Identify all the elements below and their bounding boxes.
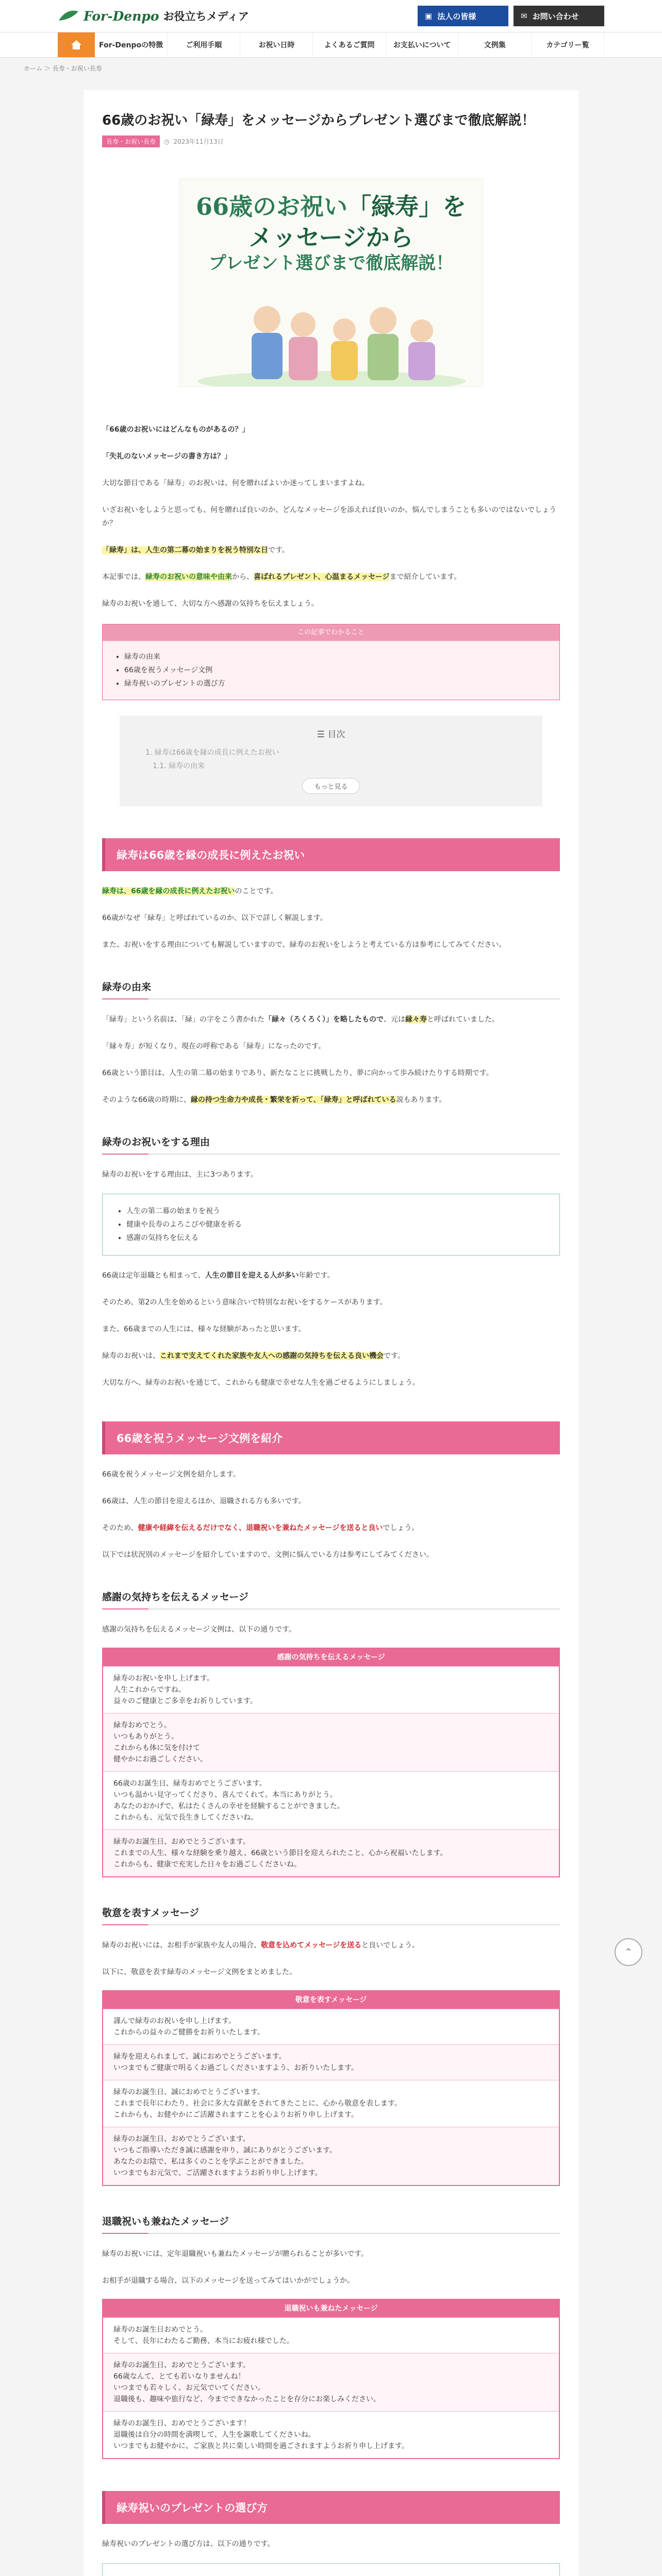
s1a-p1-d: 縁々寿 [405,1015,427,1024]
summary-item: • 66歳を祝うメッセージ文例 [124,664,539,677]
message-row: 66歳のお誕生日、緑寿おめでとうございます。 いつも温かい見守ってくださり、喜んでくれて。本当にありがとう。 あなたのおかげで、私はたくさんの幸せを経験することができました。 これからも、元気で長生きしてくださいね。 [103,1771,559,1829]
s1-p1 [102,885,560,898]
list-icon: ☰ [317,730,328,740]
message-box-title: 敬意を表すメッセージ [103,1991,559,2009]
reason-list [102,1194,560,1256]
s1a-p1-e: と呼ばれていました。 [427,1015,499,1024]
intro-p4 [102,570,560,584]
s1a-p4-a: そのような66歳の時期に、 [102,1096,191,1104]
site-header [0,0,662,32]
s3-p1: 緑寿祝いのプレゼントの選び方は、以下の通りです。 [102,2540,275,2548]
intro-p3-highlight: 「緑寿」は、人生の第二幕の始まりを祝う特別な日 [102,546,268,554]
toc-title-label: 目次 [327,730,345,740]
hero-line1a: 66歳のお祝い [195,193,347,221]
message-box-title: 感謝の気持ちを伝えるメッセージ [103,1649,559,1666]
section-heading: 66歳を祝うメッセージ文例を紹介 [102,1421,560,1454]
s1b-p6: 大切な方へ、緑寿のお祝いを通じて、これからも健康で幸せな人生を過ごせるようにしましょう。 [102,1379,420,1387]
s2-p3-c: でしょう。 [383,1524,419,1532]
s1a-p3: 66歳という節目は、人生の第二幕の始まりであり、新たなことに挑戦したり、夢に向かって歩み続けたりする時期です。 [102,1069,493,1077]
s1a-p4 [102,1093,560,1107]
s2c-p1: 緑寿のお祝いには、定年退職祝いも兼ねたメッセージが贈られることが多いです。 [102,2250,369,2258]
intro-question-1: 「66歳のお祝いにはどんなものがあるの？」 [102,426,250,434]
toc-item[interactable]: 1. 緑寿は66歳を縁の成長に例えたお祝い [145,749,279,757]
gift-list [102,2563,560,2576]
corporate-button[interactable] [418,6,508,26]
s2b-p1-b: 敬意を込めてメッセージを送る [261,1941,362,1950]
s2-p3-a: そのため、 [102,1524,138,1532]
s2-p4: 以下では状況別のメッセージを紹介していますので、文例に悩んでいる方は参考にしてみてください。 [102,1551,434,1559]
s2c-p2: お相手が退職する場合、以下のメッセージを送ってみてはいかがでしょうか。 [102,2277,355,2285]
s1b-p3: そのため、第2の人生を始めるという意味合いで特別なお祝いをするケースがあります。 [102,1298,387,1307]
s1b-p2 [102,1269,560,1282]
intro-p4-d: 喜ばれるプレゼント、心温まるメッセージ [254,573,390,581]
list-item: • 感謝の気持ちを伝える [126,1231,539,1245]
table-of-contents [120,716,542,806]
hero-image [179,178,483,387]
nav-item-payment[interactable]: お支払いについて [386,32,459,57]
message-row: 緑寿のお誕生日おめでとう。 そして、長年にわたるご勤務、本当にお疲れ様でした。 [103,2317,559,2353]
intro-p2: いざお祝いをしようと思っても、何を贈れば良いのか、どんなメッセージを添えれば良いのか、悩んでしまうことも多いのではないでしょうか？ [102,506,557,528]
s1b-p5-b: これまで支えてくれた家族や友人への感謝の気持ちを伝える良い機会 [160,1352,384,1360]
summary-box [102,624,560,700]
toc-title [140,727,522,740]
s1-p3: また、お祝いをする理由についても解説していますので、緑寿のお祝いをしようと考えている方は参考にしてみてください。 [102,941,506,949]
message-row: 緑寿おめでとう。 いつもありがとう。 これからも体に気を付けて 健やかにお過ごしください。 [103,1713,559,1771]
message-row: 緑寿のお誕生日、おめでとうございます！ 退職後は自分の時間を満喫して、人生を謳歌してくださいね。 いつまでもお健やかに、ご家族と共に楽しい時間を過ごされますようお祈り申し上げます。 [103,2411,559,2458]
subsection-heading: 敬意を表すメッセージ [102,1905,560,1925]
subsection-heading: 感謝の気持ちを伝えるメッセージ [102,1589,560,1609]
s1b-p5-a: 緑寿のお祝いは、 [102,1352,160,1360]
s1b-p5-c: です。 [384,1352,405,1360]
message-box-title: 退職祝いも兼ねたメッセージ [103,2300,559,2317]
s2-p2: 66歳は、人生の節目を迎えるほか、退職される方も多いです。 [102,1497,306,1505]
breadcrumb[interactable]: ホーム ＞ 長寿・お祝い長寿 [24,64,102,72]
s1a-p2: 「縁々寿」が短くなり、現在の呼称である「緑寿」になったのです。 [102,1042,325,1050]
intro-p3-tail: です。 [268,546,289,554]
s1a-p1 [102,1013,560,1026]
s1a-p1-b: 「緑々（ろくろく）」を略したもので [264,1015,384,1024]
message-row: 緑寿のお誕生日、おめでとうございます。 これまでの人生、様々な経験を乗り越え、66歳という節目を迎えられたこと、心から祝福いたします。 これからも、健康で充実した日々をお過ごしくださいね。 [103,1829,559,1876]
s1-p1-tail: のことです。 [235,887,278,895]
s2-p3-b: 健康や経緯を伝えるだけでなく、退職祝いを兼ねたメッセージを送ると良い [138,1524,383,1532]
nav-item-examples[interactable]: 文例集 [459,32,532,57]
toc-item[interactable]: 1.1. 緑寿の由来 [153,762,205,770]
corporate-button-label: 法人の皆様 [437,11,476,21]
s2b-p1-a: 緑寿のお祝いには、お相手が家族や友人の場合、 [102,1941,261,1950]
hero-line3: プレゼント選びまで徹底解説！ [208,253,454,274]
message-box [102,2299,560,2459]
hero-line2: メッセージから [249,224,413,251]
building-icon: ▣ [425,11,433,21]
list-item: • 健康や長寿のよろこびや健康を祈る [126,1218,539,1231]
s2b-p2: 以下に、敬意を表す緑寿のメッセージ文例をまとめました。 [102,1968,297,1976]
site-logo[interactable] [58,8,249,24]
message-box [102,1648,560,1877]
hero-line1 [179,188,483,222]
nav-item-faq[interactable]: よくあるご質問 [313,32,386,57]
s1b-p2-a: 66歳は定年退職とも相まって、 [102,1272,205,1280]
hero-line1b: 「緑寿」を [347,193,466,221]
message-row: 緑寿を迎えられまして、誠におめでとうございます。 いつまでもご健康で明るくお過ごしくださいますよう、お祈りいたします。 [103,2044,559,2080]
subsection-heading: 緑寿のお祝いをする理由 [102,1134,560,1155]
leaf-logo-icon [58,9,79,23]
s2-p1: 66歳を祝うメッセージ文例を紹介します。 [102,1470,240,1479]
s1b-p2-b: 人生の節目を迎える人が多い [205,1272,299,1280]
toc-more-button[interactable]: もっと見る [302,778,359,794]
intro-p4-e: まで紹介しています。 [389,573,461,581]
intro-p4-c: から、 [232,573,254,581]
page-title: 66歳のお祝い「緑寿」をメッセージからプレゼント選びまで徹底解説！ [102,113,535,128]
home-icon [71,40,82,50]
message-row: 緑寿のお祝いを申し上げます。 人生これからですね。 益々のご健康とご多幸をお祈りしています。 [103,1666,559,1713]
summary-item: • 緑寿祝いのプレゼントの選び方 [124,677,539,690]
family-illustration-icon [179,283,483,386]
contact-button-label: お問い合わせ [532,11,579,21]
global-nav [0,32,662,58]
category-tag[interactable]: 長寿・お祝い長寿 [102,135,160,147]
message-box [102,1990,560,2186]
intro-p4-b: 緑寿のお祝いの意味や由来 [145,573,232,581]
s1a-p4-c: 説もあります。 [396,1096,446,1104]
message-row: 緑寿のお誕生日、おめでとうございます。 66歳なんて、とても若いなりませんね！ いつまでも若々しく、お元気でいてください。 退職後も、趣味や旅行など、今までできなかったことを存分にお楽しみください。 [103,2353,559,2411]
intro-question-2: 「失礼のないメッセージの書き方は？」 [102,452,232,461]
s2a-p1: 感謝の気持ちを伝えるメッセージ文例は、以下の通りです。 [102,1625,296,1634]
chevron-up-icon: ⌃ [624,1946,633,1958]
nav-item-dates[interactable]: お祝い日時 [240,32,313,57]
intro-p5: 緑寿のお祝いを通して、大切な方へ感謝の気持ちを伝えましょう。 [102,600,319,608]
s2-p3 [102,1521,560,1535]
clock-icon: ◷ [164,138,170,145]
nav-home[interactable] [58,32,95,57]
nav-item-steps[interactable]: ご利用手順 [168,32,240,57]
subsection-heading: 退職祝いも兼ねたメッセージ [102,2214,560,2234]
s1b-p2-c: 年齢です。 [299,1272,335,1280]
contact-button[interactable] [514,6,604,26]
summary-title: この記事でわかること [103,624,559,641]
nav-item-categories[interactable]: カテゴリー覧 [532,32,604,57]
section-heading: 緑寿は66歳を縁の成長に例えたお祝い [102,838,560,871]
intro-p1: 大切な節目である「緑寿」のお祝いは、何を贈ればよいか迷ってしまいますよね。 [102,479,369,487]
logo-main: For-Denpo [84,8,159,24]
subsection-heading: 緑寿の由来 [102,979,560,999]
s1a-p1-c: 、元は [384,1015,405,1024]
section-heading: 緑寿祝いのプレゼントの選び方 [102,2491,560,2524]
post-date: 2023年11月13日 [173,138,224,145]
message-row: 緑寿のお誕生日、おめでとうございます。 いつもご指導いただき誠に感謝を申り、誠にありがとうございます。 あなたのお陰で、私は多くのことを学ぶことができました。 いつまでもお元気で、ご活躍されますようお祈り申し上げます。 [103,2127,559,2185]
s2b-p1-c: と良いでしょう。 [361,1941,420,1950]
s1a-p4-b: 縁の持つ生命力や成長・繁栄を祈って、「緑寿」と呼ばれている [190,1096,396,1104]
logo-sub: お役立ちメディア [163,10,249,23]
s1b-p4: また、66歳までの人生には、様々な経験があったと思います。 [102,1325,306,1333]
intro-p4-a: 本記事では、 [102,573,145,581]
summary-item: • 緑寿の由来 [124,650,539,664]
mail-icon: ✉ [521,11,527,21]
article [84,90,578,2576]
message-row: 緑寿のお誕生日、誠におめでとうございます。 これまで長年にわたり、社会に多大な貢献をされてきたことに、心から敬意を表します。 これからも、お健やかにご活躍されますことを心よりお祈り申し上げます。 [103,2080,559,2127]
intro-p3 [102,544,560,557]
s1-p1-highlight: 緑寿は、66歳を縁の成長に例えたお祝い [102,887,235,895]
message-row: 謹んで緑寿のお祝いを申し上げます。 これからの益々のご健勝をお祈りいたします。 [103,2009,559,2044]
s1-p2: 66歳がなぜ「緑寿」と呼ばれているのか、以下で詳しく解説します。 [102,914,327,922]
nav-item-features[interactable]: For-Denpoの特徴 [95,32,168,57]
s1b-p5 [102,1349,560,1363]
list-item [126,2574,539,2576]
scroll-to-top-button[interactable] [615,1938,642,1966]
list-item: • 人生の第二幕の始まりを祝う [126,1205,539,1218]
s2b-p1 [102,1939,560,1952]
s1b-p1: 緑寿のお祝いをする理由は、主に3つあります。 [102,1171,258,1179]
s1a-p1-a: 「緑寿」という名前は、「緑」の字をこう書かれた [102,1015,264,1024]
